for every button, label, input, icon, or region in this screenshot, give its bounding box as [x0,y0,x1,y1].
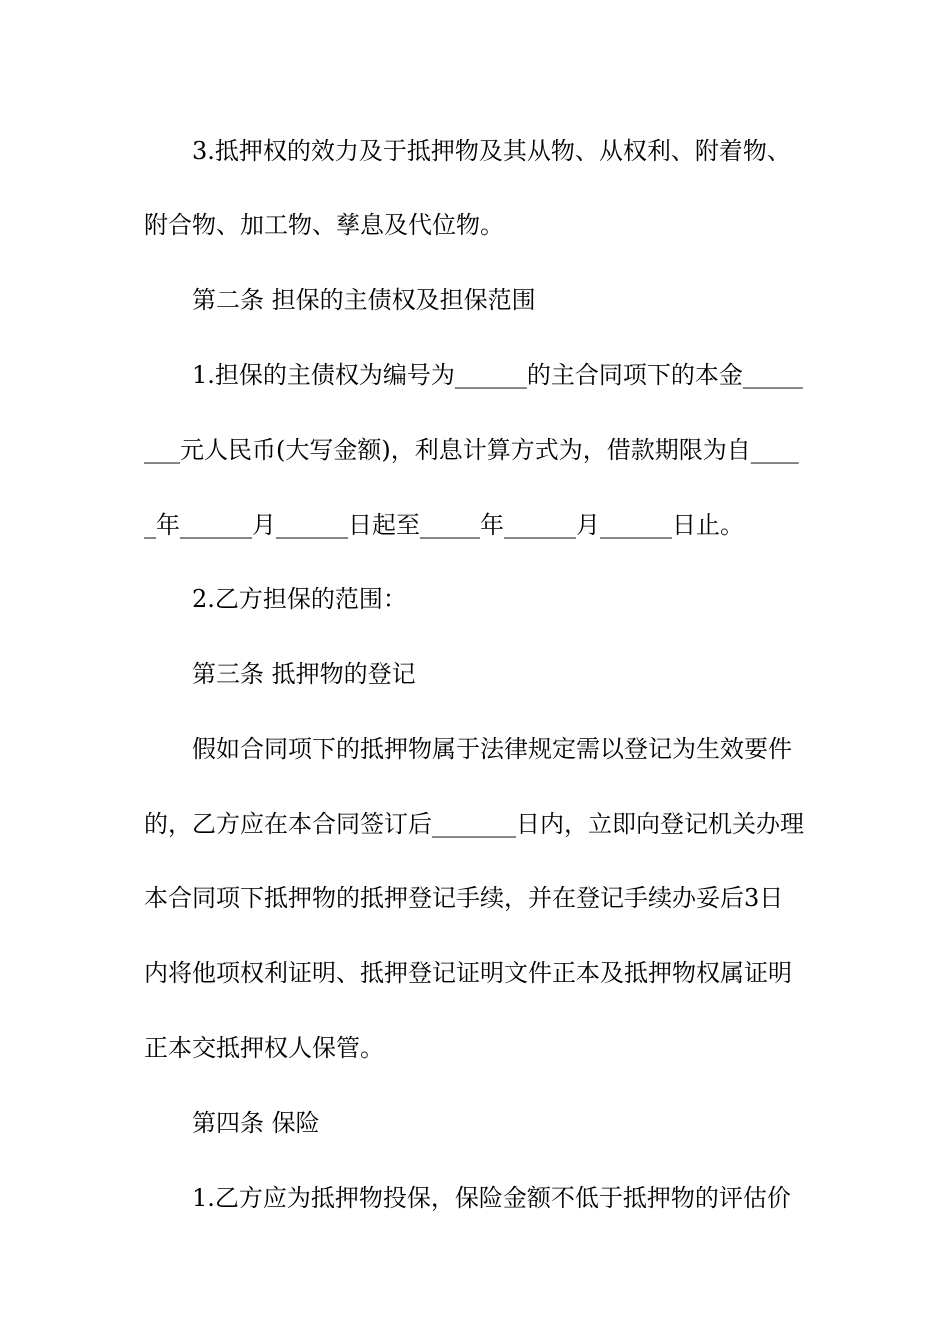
article-2-heading: 第二条 担保的主债权及担保范围 [192,286,536,314]
article-3-paragraph-line-1: 假如合同项下的抵押物属于法律规定需以登记为生效要件 [192,735,792,763]
article-2-item-1-line-1: 1.担保的主债权为编号为______的主合同项下的本金_____ [192,361,803,389]
article-4-heading: 第四条 保险 [192,1109,320,1137]
article-2-item-1-line-2: ___元人民币(大写金额)，利息计算方式为，借款期限为自____ [144,436,799,464]
article-2-item-1-line-3: _年______月______日起至_____年______月______日止。 [144,511,744,539]
clause-1-item-3-line-2: 附合物、加工物、孳息及代位物。 [144,211,504,239]
article-2-item-2: 2.乙方担保的范围： [192,585,407,613]
article-3-paragraph-line-5: 正本交抵押权人保管。 [144,1034,384,1062]
clause-1-item-3-line-1: 3.抵押权的效力及于抵押物及其从物、从权利、附着物、 [192,137,791,165]
article-3-paragraph-line-4: 内将他项权利证明、抵押登记证明文件正本及抵押物权属证明 [144,959,792,987]
article-3-paragraph-line-3: 本合同项下抵押物的抵押登记手续，并在登记手续办妥后3日 [144,884,784,912]
article-3-paragraph-line-2: 的，乙方应在本合同签订后_______日内，立即向登记机关办理 [144,810,804,838]
article-4-item-1-line-1: 1.乙方应为抵押物投保，保险金额不低于抵押物的评估价 [192,1184,791,1212]
article-3-heading: 第三条 抵押物的登记 [192,660,416,688]
